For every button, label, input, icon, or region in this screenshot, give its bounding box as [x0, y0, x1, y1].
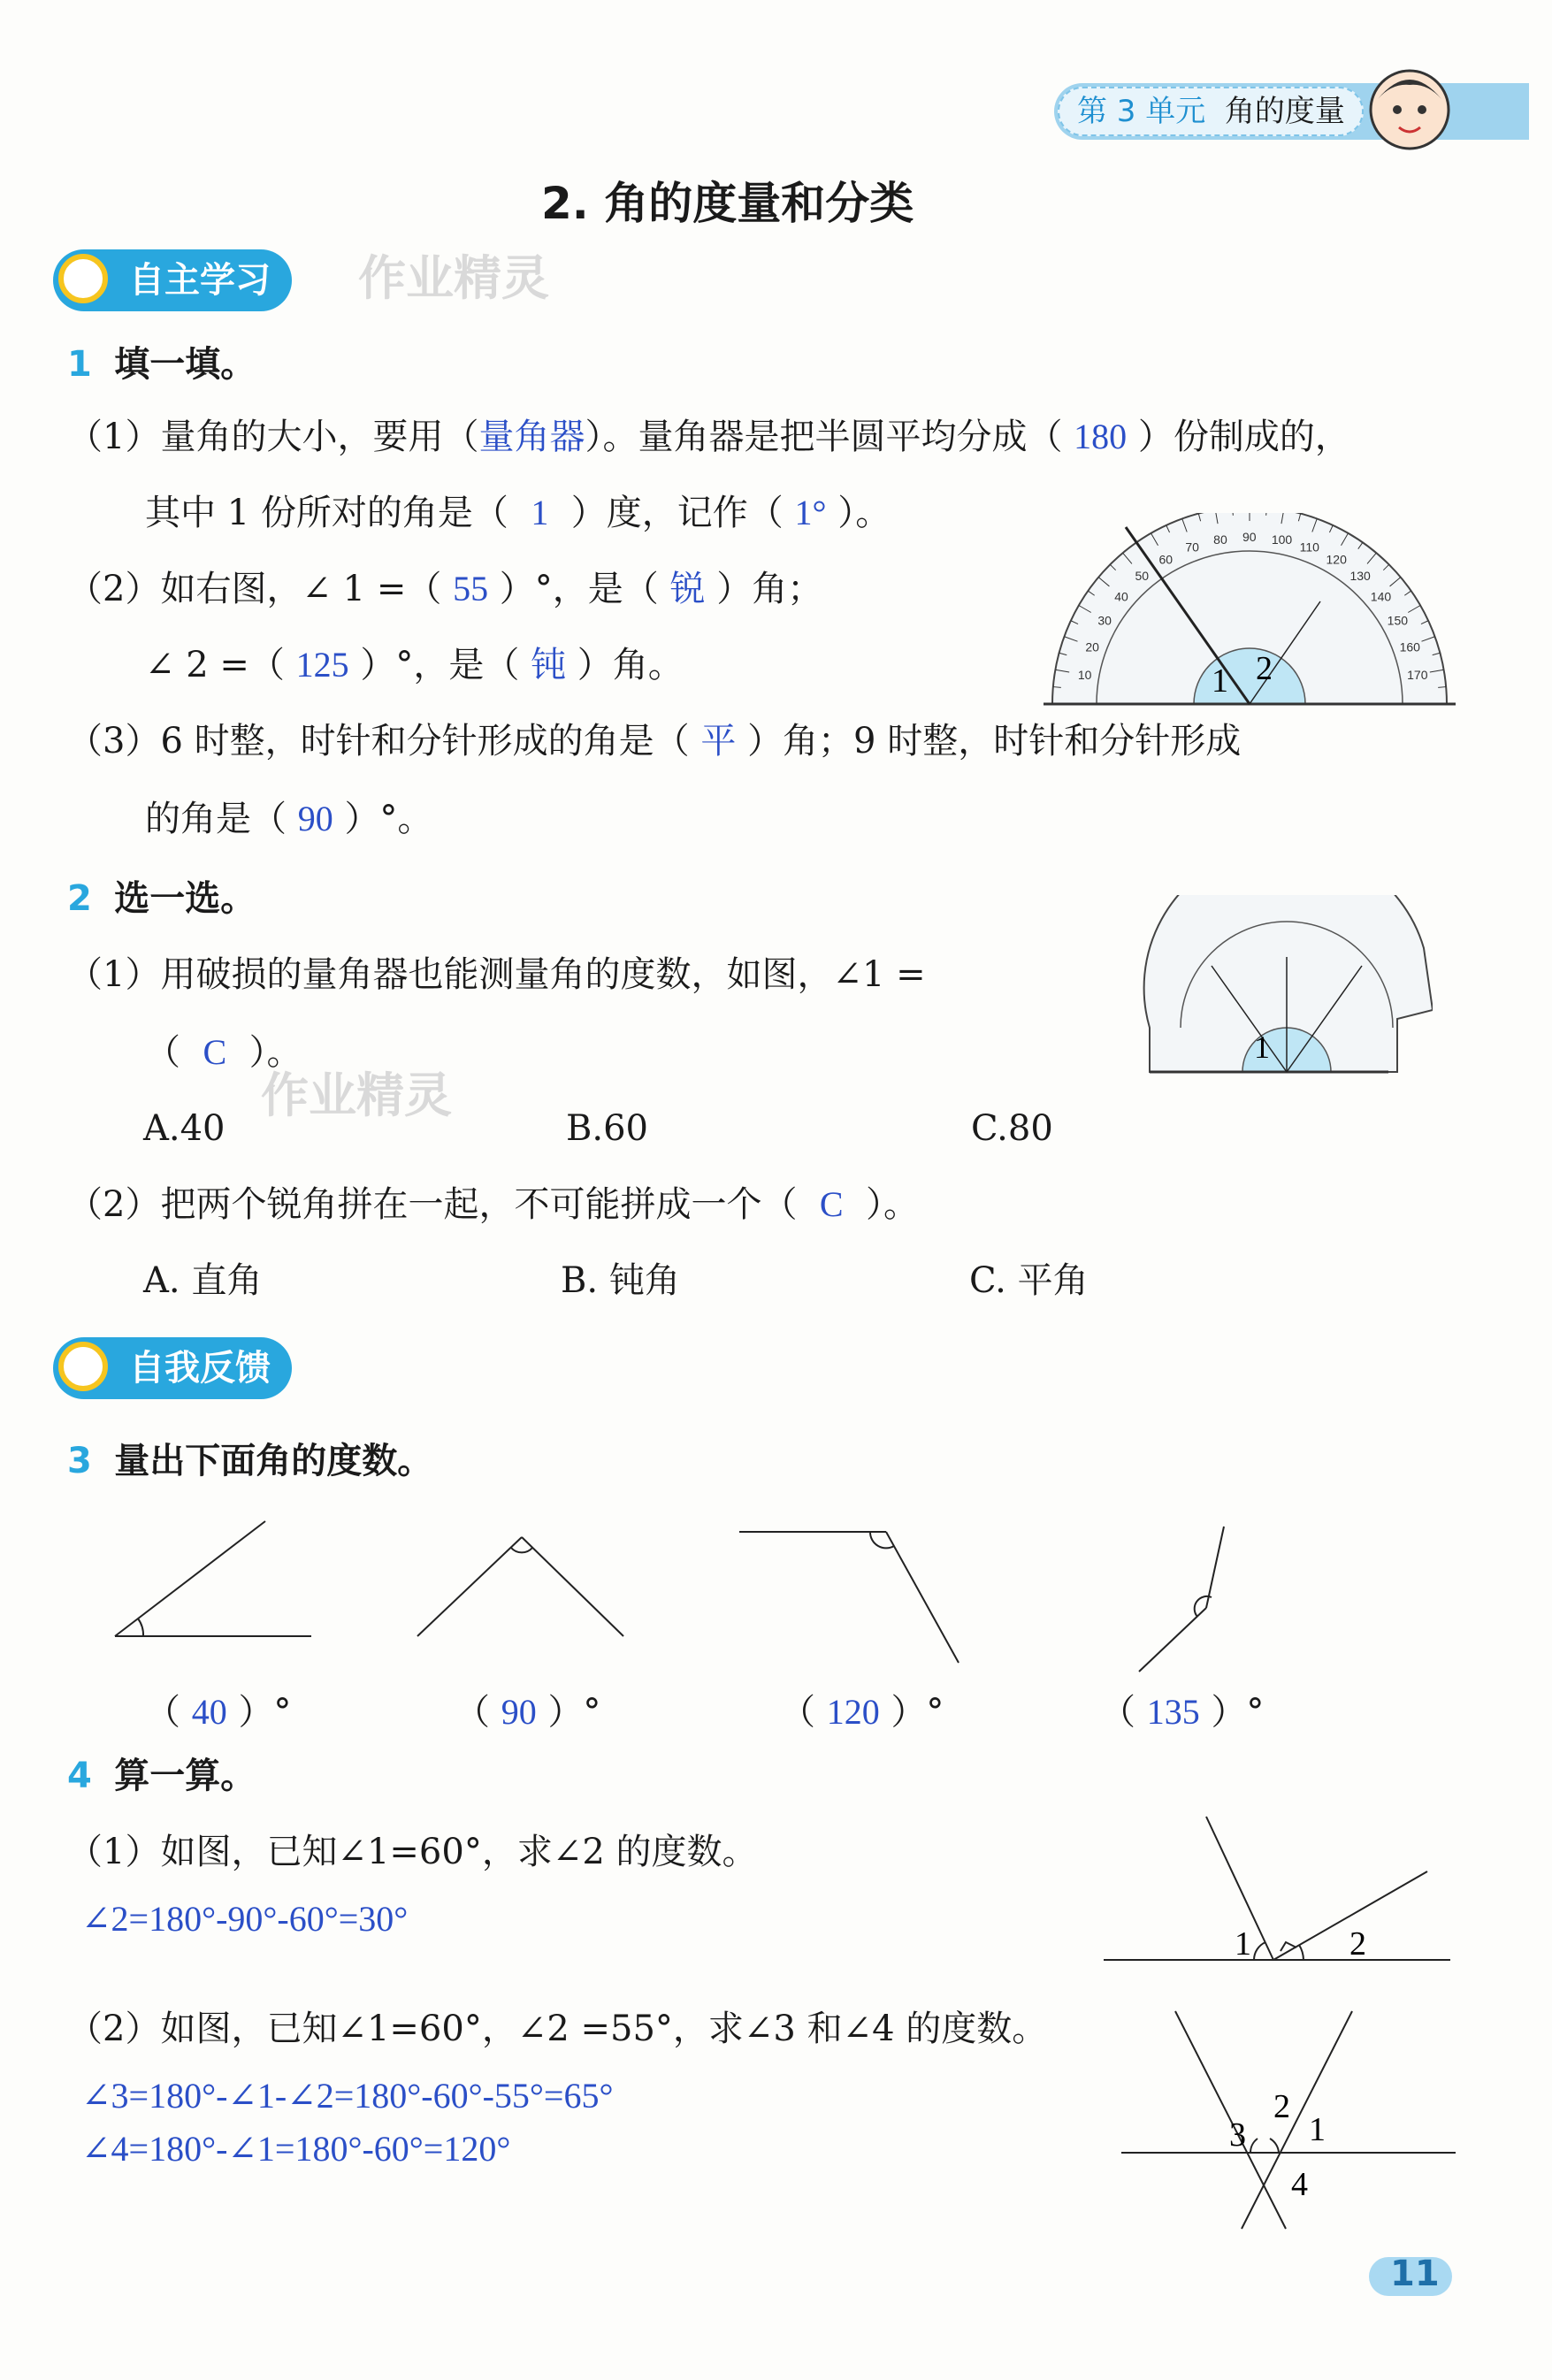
fig4-1-label-2: 2 [1349, 1925, 1366, 1963]
q2-option-c: C.80 [971, 1108, 1053, 1149]
q4-part2-answer1: ∠3=180°-∠1-∠2=180°-60°-55°=65° [81, 2076, 614, 2116]
q1-text: （3）6 时整，时针和分针形成的角是（ [67, 721, 690, 761]
q1-text: ）份制成的， [1137, 417, 1350, 457]
q3-answer-2-row [455, 1691, 600, 1733]
q1-text: ）°，是（ [499, 569, 659, 609]
q1-title: 填一填。 [114, 344, 256, 385]
q3-paren: （ [1100, 1692, 1135, 1733]
q1-answer-degree: 1 [531, 493, 549, 532]
protractor-scale-label: 130 [1349, 569, 1371, 584]
q3-paren: ）° [1211, 1692, 1265, 1733]
q1-text: ∠ 2 =（ [145, 645, 285, 685]
protractor-scale-label: 140 [1370, 589, 1392, 604]
q2-text: （2）把两个锐角拼在一起，不可能拼成一个（ [67, 1184, 798, 1225]
protractor1-label-1: 1 [1212, 662, 1228, 700]
q1-answer-parts: 180 [1074, 417, 1128, 456]
q3-answer-4: 135 [1146, 1692, 1200, 1732]
mascot-icon [1365, 64, 1454, 156]
q1-text: ）°。 [344, 799, 433, 839]
q1-answer-obtuse: 钝 [531, 645, 567, 685]
page-number: 11 [1390, 2254, 1440, 2294]
protractor-scale-label: 20 [1085, 639, 1099, 654]
protractor-scale-label: 30 [1097, 613, 1112, 628]
self-study-label: 自主学习 [129, 260, 271, 301]
q1-answer-tool: 量角器 [478, 417, 585, 456]
q3-paren: ）° [238, 1692, 292, 1733]
q1-part3-line1 [67, 720, 1241, 762]
q1-answer-ninety: 90 [297, 799, 333, 838]
protractor-scale-label: 40 [1114, 589, 1128, 604]
q2-part2-line1 [67, 1183, 919, 1226]
protractor-scale-label: 150 [1387, 613, 1409, 628]
protractor-scale-label: 160 [1399, 639, 1420, 654]
q1-text: ）。量角器是把半圆平均分成（ [585, 417, 1063, 457]
fig4-2-label-2: 2 [1273, 2088, 1290, 2125]
q1-answer-acute: 锐 [669, 569, 706, 608]
q1-part2-line2 [145, 644, 684, 686]
q1-answer-angle1: 55 [453, 569, 489, 608]
q1-text: 的角是（ [145, 799, 287, 839]
self-feedback-label: 自我反馈 [129, 1348, 271, 1389]
page-title: 2. 角的度量和分类 [541, 178, 914, 229]
q3-paren: （ [455, 1692, 490, 1733]
q1-text: 其中 1 份所对的角是（ [145, 493, 508, 533]
q2-text: ）。 [866, 1184, 920, 1225]
q2-text: ）。 [248, 1032, 302, 1073]
q3-paren: ）° [891, 1692, 944, 1733]
q2-title: 选一选。 [114, 878, 256, 919]
q1-text: （1）量角的大小，要用（ [67, 417, 479, 457]
protractor-figure-1 [1042, 513, 1457, 716]
protractor-scale-label: 10 [1077, 668, 1092, 683]
q2-option-b: B.60 [566, 1108, 649, 1149]
q2-option2-c: C. 平角 [969, 1260, 1089, 1301]
q4-part2-question: （2）如图，已知∠1=60°，∠2 =55°，求∠3 和∠4 的度数。 [67, 2009, 1048, 2049]
q2-answer-1: C [203, 1032, 227, 1072]
q4-part2-answer2: ∠4=180°-∠1=180°-60°=120° [81, 2129, 511, 2169]
protractor-scale-label: 80 [1213, 532, 1227, 547]
protractor-scale-label: 110 [1299, 540, 1319, 555]
q3-paren: （ [780, 1692, 815, 1733]
q2-answer-2: C [819, 1184, 844, 1224]
q2-option2-b: B. 钝角 [561, 1260, 680, 1301]
q2-text: （ [145, 1032, 180, 1073]
q4-figure-1 [1100, 1810, 1454, 1969]
q1-part3-line2 [145, 798, 432, 840]
q1-part1-line2 [145, 492, 891, 534]
fig4-2-label-3: 3 [1229, 2116, 1246, 2154]
q1-part2-line1 [67, 568, 822, 610]
self-study-badge [53, 249, 292, 311]
q1-number: 1 [67, 344, 92, 385]
fig4-2-label-4: 4 [1291, 2166, 1308, 2203]
q4-heading [67, 1755, 256, 1797]
q4-figure-2 [1118, 2008, 1472, 2238]
q2-number: 2 [67, 878, 92, 919]
fig4-2-label-1: 1 [1309, 2111, 1326, 2148]
q4-number: 4 [67, 1756, 92, 1796]
self-feedback-badge [53, 1337, 292, 1399]
unit-label [1058, 87, 1364, 136]
q1-text: ）。 [837, 493, 891, 533]
q1-answer-straight: 平 [700, 721, 737, 761]
protractor-scale-label: 170 [1407, 668, 1428, 683]
q3-paren: ）° [547, 1692, 601, 1733]
protractor-figure-2 [1097, 895, 1433, 1090]
q4-part1-question: （1）如图，已知∠1=60°，求∠2 的度数。 [67, 1832, 758, 1872]
q1-part1-line1 [67, 416, 1350, 458]
q1-text: （2）如右图，∠ 1 =（ [67, 569, 442, 609]
protractor-scale-label: 50 [1135, 569, 1150, 584]
protractor-scale-label: 70 [1185, 540, 1199, 555]
q1-text: ）度，记作（ [570, 493, 784, 533]
q3-answer-3-row [780, 1691, 944, 1733]
q1-text: ）角。 [577, 645, 684, 685]
q2-option2-a: A. 直角 [143, 1260, 263, 1301]
q3-number: 3 [67, 1441, 92, 1481]
protractor-scale-label: 90 [1242, 530, 1257, 544]
q1-text: ）角；9 时整，时针和分针形成 [747, 721, 1242, 761]
q3-title: 量出下面角的度数。 [114, 1441, 433, 1481]
q3-answer-2: 90 [501, 1692, 537, 1732]
q4-part1-answer: ∠2=180°-90°-60°=30° [81, 1899, 409, 1939]
q2-part1-line1: （1）用破损的量角器也能测量角的度数，如图，∠1 = [67, 954, 926, 995]
protractor-scale-label: 120 [1326, 552, 1347, 567]
q1-text: ）角； [716, 569, 823, 609]
q1-answer-notation: 1° [794, 493, 827, 532]
watermark: 作业精灵 [358, 250, 549, 306]
q3-answer-1: 40 [191, 1692, 227, 1732]
unit-topic: 角的度量 [1224, 94, 1345, 129]
fig4-1-label-1: 1 [1235, 1925, 1251, 1963]
watermark: 作业精灵 [261, 1068, 452, 1123]
q1-heading [67, 343, 256, 386]
q2-option-a: A.40 [143, 1108, 226, 1149]
q1-answer-angle2: 125 [295, 645, 349, 685]
unit-number: 第 3 单元 [1077, 94, 1206, 129]
protractor-scale-label: 60 [1158, 552, 1174, 567]
protractor1-label-2: 2 [1256, 650, 1273, 687]
q3-heading [67, 1440, 432, 1482]
q3-answer-3: 120 [826, 1692, 880, 1732]
protractor2-label-1: 1 [1254, 1029, 1270, 1065]
q3-answer-4-row [1100, 1691, 1264, 1733]
q3-paren: （ [145, 1692, 180, 1733]
clock-icon [58, 254, 108, 303]
protractor-scale-label: 100 [1271, 532, 1293, 547]
q4-title: 算一算。 [114, 1756, 256, 1796]
q3-answer-1-row [145, 1691, 291, 1733]
q3-angle-figures [106, 1504, 1291, 1680]
q2-heading [67, 877, 256, 920]
q1-text: ）°，是（ [360, 645, 520, 685]
clock-icon [58, 1342, 108, 1391]
